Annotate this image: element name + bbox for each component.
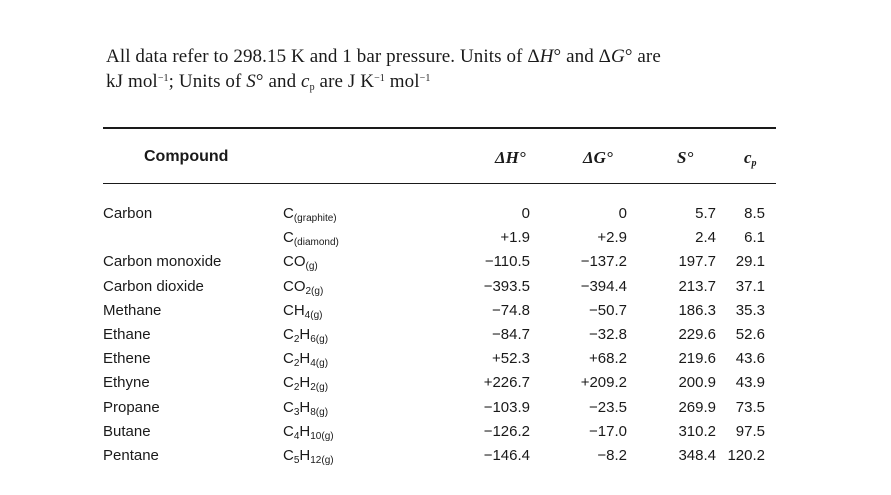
delta-h-cell: −110.5 [484,253,530,271]
cp-cell: 43.6 [735,350,765,368]
entropy-cell: 2.4 [695,229,716,247]
cp-cell: 52.6 [735,325,765,343]
delta-h-cell: −146.4 [483,446,530,464]
formula-cell: $C_5H_{12(g)}$ [283,446,334,466]
table-row: Carbon [103,205,153,222]
units-note [106,44,786,94]
table-header-rule [103,183,776,184]
cp-cell: 35.3 [735,301,765,319]
table-row: Pentane [103,446,159,464]
entropy-cell: 219.6 [678,350,716,368]
table-row: Propane [103,398,160,416]
column-entropy [640,202,716,468]
table-row: Ethene [103,350,151,368]
units-note-line2: kJ mol$^{-1}$; Units of S° and $c_p$ are J $K^{-1}$ mol$^{-1}$ [106,71,431,93]
cp-cell: 6.1 [744,229,765,247]
delta-g-cell: 0 [618,205,627,222]
formula-cell: $CO_{2(g)}$ [283,277,324,297]
cp-cell: 29.1 [735,253,765,271]
table-row: Butane [103,422,151,440]
entropy-cell: 5.7 [695,205,716,222]
table-row: Methane [103,301,162,319]
delta-g-cell: +209.2 [580,374,627,392]
column-heat-capacity [720,202,765,468]
header-compound: Compound [144,148,229,165]
formula-cell: $CO_{(g)}$ [283,253,318,273]
column-compound-name [103,202,273,468]
delta-h-cell: 0 [521,205,530,222]
delta-h-cell: −393.5 [483,277,530,295]
entropy-cell: 200.9 [678,374,716,392]
column-formula [283,202,393,468]
header-delta-g: ΔG° [583,148,613,167]
cp-cell: 37.1 [735,277,765,295]
formula-cell: $C_4H_{10(g)}$ [283,422,334,442]
table-row [103,226,273,250]
entropy-cell: 348.4 [678,446,716,464]
header-entropy: S° [677,148,694,167]
cp-cell: 73.5 [735,398,765,416]
entropy-cell: 213.7 [678,277,716,295]
entropy-cell: 310.2 [678,422,716,440]
table-top-rule [103,127,776,129]
cp-cell: 43.9 [735,374,765,392]
delta-g-cell: −32.8 [589,325,627,343]
formula-cell: $C_{(graphite)}$ [283,205,337,224]
formula-cell: $C_2H_{4(g)}$ [283,350,329,370]
cp-cell: 97.5 [735,422,765,440]
delta-h-cell: +1.9 [500,229,530,247]
cp-cell: 120.2 [727,446,765,464]
column-delta-h [440,202,530,468]
delta-g-cell: −137.2 [580,253,627,271]
header-delta-h: ΔH° [495,148,526,167]
entropy-cell: 229.6 [678,325,716,343]
entropy-cell: 269.9 [678,398,716,416]
table-row: Carbon monoxide [103,253,222,271]
delta-g-cell: −8.2 [597,446,627,464]
delta-g-cell: −23.5 [589,398,627,416]
delta-h-cell: +226.7 [483,374,530,392]
delta-g-cell: +2.9 [597,229,627,247]
entropy-cell: 197.7 [678,253,716,271]
delta-g-cell: −394.4 [580,277,627,295]
delta-h-cell: −103.9 [483,398,530,416]
delta-g-cell: −17.0 [589,422,627,440]
delta-h-cell: −126.2 [483,422,530,440]
delta-h-cell: +52.3 [492,350,530,368]
formula-cell: $CH_{4(g)}$ [283,301,323,321]
formula-cell: $C_{(diamond)}$ [283,229,339,249]
table-row: Ethyne [103,374,150,392]
delta-g-cell: +68.2 [589,350,627,368]
delta-h-cell: −74.8 [492,301,530,319]
formula-cell: $C_2H_{6(g)}$ [283,325,329,345]
delta-g-cell: −50.7 [589,301,627,319]
formula-cell: $C_2H_{2(g)}$ [283,374,329,394]
table-row: Carbon dioxide [103,277,204,295]
header-heat-capacity: $c_p$ [744,148,757,169]
entropy-cell: 186.3 [678,301,716,319]
formula-cell: $C_3H_{8(g)}$ [283,398,329,418]
units-note-line1: All data refer to 298.15 K and 1 bar pressure. Units of ΔH° and ΔG° are [106,46,661,67]
column-delta-g [540,202,627,468]
table-row: Ethane [103,325,151,343]
cp-cell: 8.5 [744,205,765,222]
delta-h-cell: −84.7 [492,325,530,343]
